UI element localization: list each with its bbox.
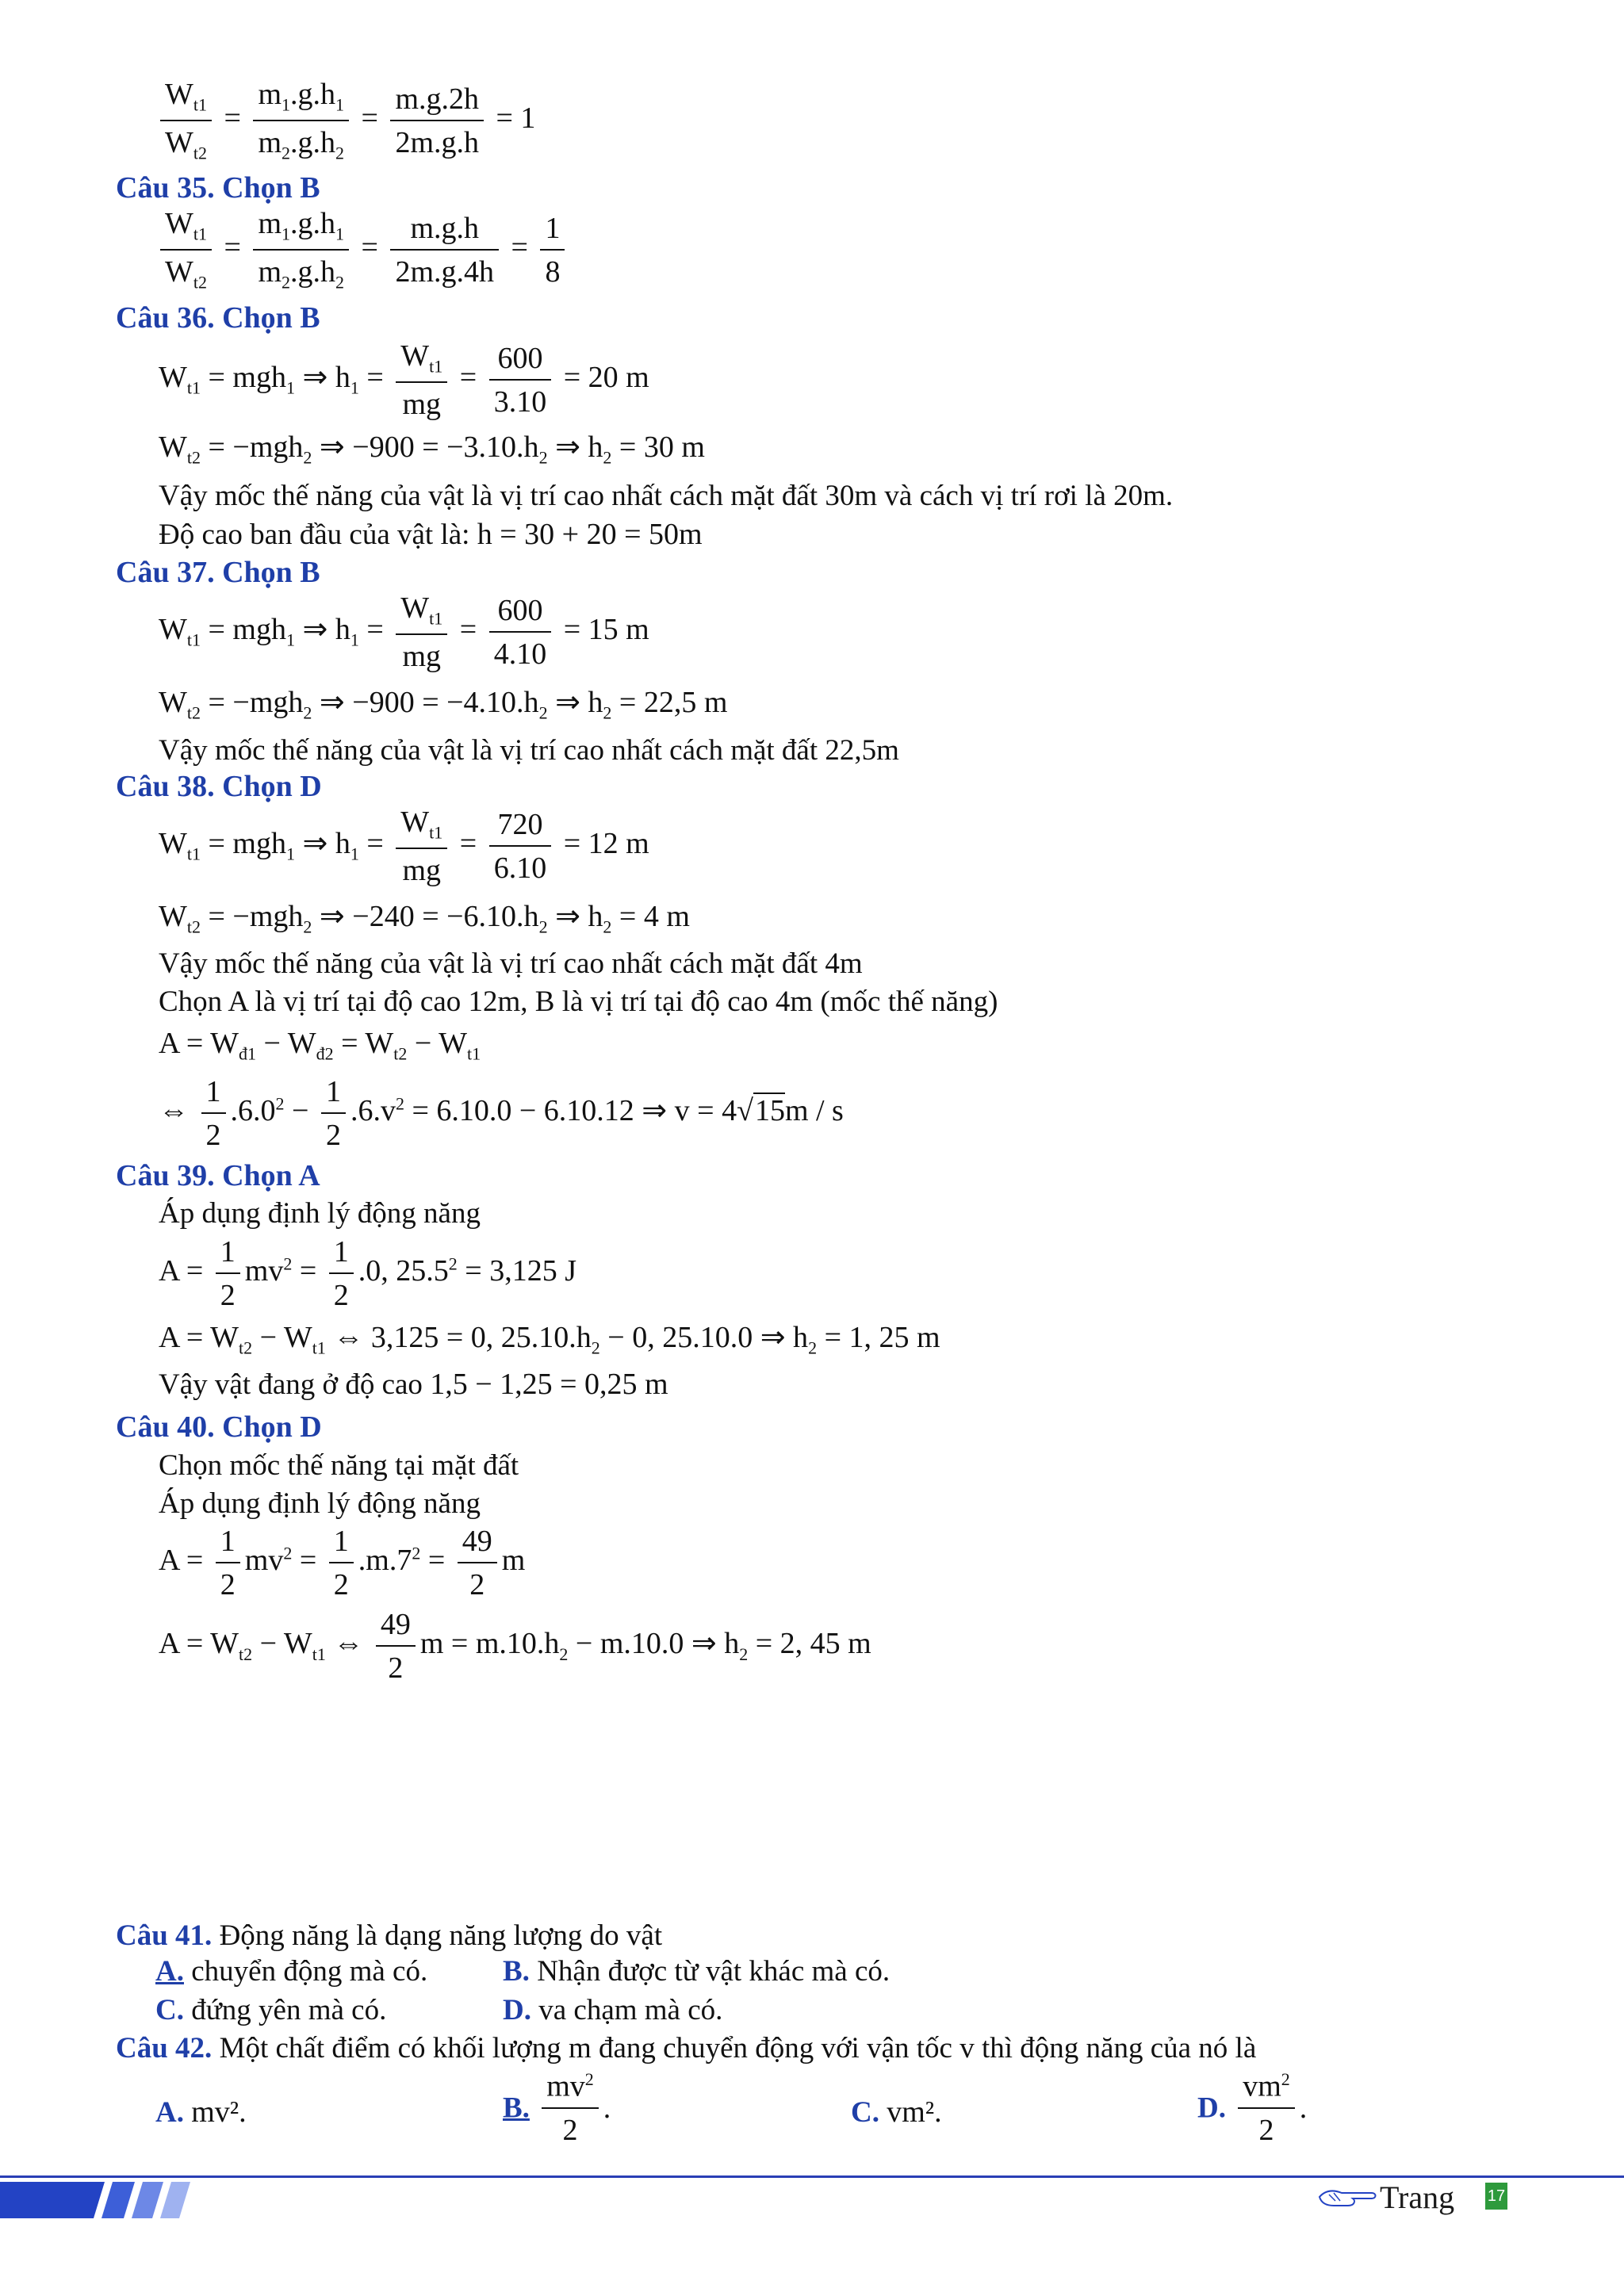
q41-option-d [503,1996,722,2025]
q42-option-a [155,2097,247,2127]
q42-option-d-fraction: $\frac{vm^2}{2}$ [1238,2071,1295,2145]
q39-eq1: A = $\frac{1}{2}$ $mv^2$ = $\frac{1}{2}$ .0, $25.5^2 = 3,125$ J [159,1235,576,1312]
q41-stem-text: Động năng là dạng năng lượng do vật [219,1919,663,1952]
q41-option-b-text: Nhận được từ vật khác mà có. [537,1955,891,1988]
q38-eq2: $W_{t2} = -mgh_2$ ⇒ $-240 = -6.10.h_2$ ⇒ $h_2 = 4$ m [159,900,690,937]
q41-option-d-text: va chạm mà có. [538,1994,723,2026]
q39-eq2: $A = W_{t2} - W_{t1}$ ⇔ 3,125 = 0, $25.10.h_2 - 0$, 25.10.0 ⇒ $h_2 = 1$, 25 m [159,1321,940,1358]
q42-option-a-letter: A. [155,2096,184,2129]
q41-option-c-text: đứng yên mà có. [191,1994,387,2026]
q38-conclusion: Vậy mốc thế năng của vật là vị trí cao nhất cách mặt đất 4m [159,947,863,980]
q42-option-d: D. $\frac{vm^2}{2}$ . [1197,2069,1308,2147]
q41-label: Câu 41. [116,1919,213,1952]
footer-rule [0,2175,1624,2178]
q40-reference-text: Chọn mốc thế năng tại mặt đất [159,1449,519,1482]
q39-conclusion-text: Vậy vật đang ở độ cao [159,1368,423,1401]
q42-option-b: B. $\frac{mv^2}{2}$ . [503,2069,611,2147]
pointing-hand-icon [1318,2185,1378,2209]
q41-option-c [155,1996,386,2025]
q39-conclusion-line [159,1369,668,1399]
q37-conclusion: Vậy mốc thế năng của vật là vị trí cao nhất cách mặt đất 22,5m [159,734,899,767]
q36-eq1: $W_{t1} = mgh_1$ ⇒ $h_1$ = $\frac{W_{t1}}{mg}$ = $\frac{600}{3.10}$ = 20 m [159,339,649,421]
q38-eq4: ⇔ $\frac{1}{2}$ $.6.0^2$ − $\frac{1}{2}$ $.6.v^2 = 6.10.0 - 6.10.12$ ⇒ v = 4√15m / s [159,1075,844,1152]
q42-option-d-letter: D. [1197,2091,1226,2125]
q38-eq1: $W_{t1} = mgh_1$ ⇒ $h_1$ = $\frac{W_{t1}}{mg}$ = $\frac{720}{6.10}$ = 12 m [159,806,649,887]
q34-ratio-formula: $\frac{W_{t1}}{W_{t2}}$ = $\frac{m_1.g.h_1}{m_2.g.h_2}$ = $\frac{m.g.2h}{2m.g.h}$ = 1 [155,79,535,162]
q42-option-b-fraction: $\frac{mv^2}{2}$ [542,2071,599,2145]
q37-heading: Câu 37. Chọn B [116,556,320,589]
q37-eq1: $W_{t1} = mgh_1$ ⇒ $h_1$ = $\frac{W_{t1}}{mg}$ = $\frac{600}{4.10}$ = 15 m [159,591,649,673]
q41-option-a-text: chuyển động mà có. [191,1955,428,1988]
q36-eq2: $W_{t2} = -mgh_2$ ⇒ $-900 = -3.10.h_2$ ⇒ $h_2 = 30$ m [159,430,705,468]
q41-option-c-letter: C. [155,1994,184,2026]
q36-height-math: h = 30 + 20 = 50m [477,518,703,551]
q38-heading: Câu 38. Chọn D [116,770,322,803]
q42-option-a-text: mv². [191,2095,247,2129]
q36-height-line [159,519,703,549]
q41-option-a-letter: A. [155,1955,184,1988]
q35-ratio-formula: $\frac{W_{t1}}{W_{t2}}$ = $\frac{m_1.g.h_1}{m_2.g.h_2}$ = $\frac{m.g.h}{2m.g.4h}$ = $\frac{1}{8}$ [155,209,569,291]
q40-theorem-text: Áp dụng định lý động năng [159,1487,481,1520]
q41-option-a [155,1957,427,1986]
q42-option-c [851,2097,942,2127]
q41-stem [116,1921,662,1950]
q39-heading: Câu 39. Chọn A [116,1159,320,1192]
q39-theorem-text: Áp dụng định lý động năng [159,1197,481,1230]
q35-heading: Câu 35. Chọn B [116,171,320,205]
q42-option-c-text: vm². [887,2095,942,2129]
footer-page-label: Trang [1380,2179,1455,2215]
q42-label: Câu 42. [116,2032,213,2064]
q41-option-d-letter: D. [503,1994,531,2026]
q38-choice-text: Chọn A là vị trí tại độ cao 12m, B là vị trí tại độ cao 4m (mốc thế năng) [159,985,998,1018]
q42-option-c-letter: C. [851,2096,879,2129]
q38-eq3: $A = W_{đ1} - W_{đ2} = W_{t2} - W_{t1}$ [159,1027,481,1064]
q41-option-b [503,1957,890,1986]
q39-conclusion-math: 1,5 − 1,25 = 0,25 m [430,1368,668,1401]
footer-page-number: 17 [1485,2183,1507,2210]
q36-heading: Câu 36. Chọn B [116,301,320,335]
q40-heading: Câu 40. Chọn D [116,1410,322,1444]
q42-stem [116,2034,1256,2063]
q42-stem-text: Một chất điểm có khối lượng m đang chuyển động với vận tốc v thì động năng của nó là [219,2032,1257,2064]
q36-height-text: Độ cao ban đầu của vật là: [159,519,470,551]
footer-stripes [0,2182,238,2218]
q36-conclusion: Vậy mốc thế năng của vật là vị trí cao nhất cách mặt đất 30m và cách vị trí rơi là 20m. [159,480,1174,512]
q40-eq2: $A = W_{t2} - W_{t1}$ ⇔ $\frac{49}{2}$ $m = m.10.h_2 - m.10.0$ ⇒ $h_2 = 2$, 45 m [159,1608,871,1685]
q37-eq2: $W_{t2} = -mgh_2$ ⇒ $-900 = -4.10.h_2$ ⇒ $h_2 = 22,5$ m [159,686,728,723]
q40-eq1: A = $\frac{1}{2}$ $mv^2$ = $\frac{1}{2}$ $.m.7^2$ = $\frac{49}{2}$ m [159,1525,526,1601]
q41-option-b-letter: B. [503,1955,530,1988]
q42-option-b-letter: B. [503,2091,530,2125]
